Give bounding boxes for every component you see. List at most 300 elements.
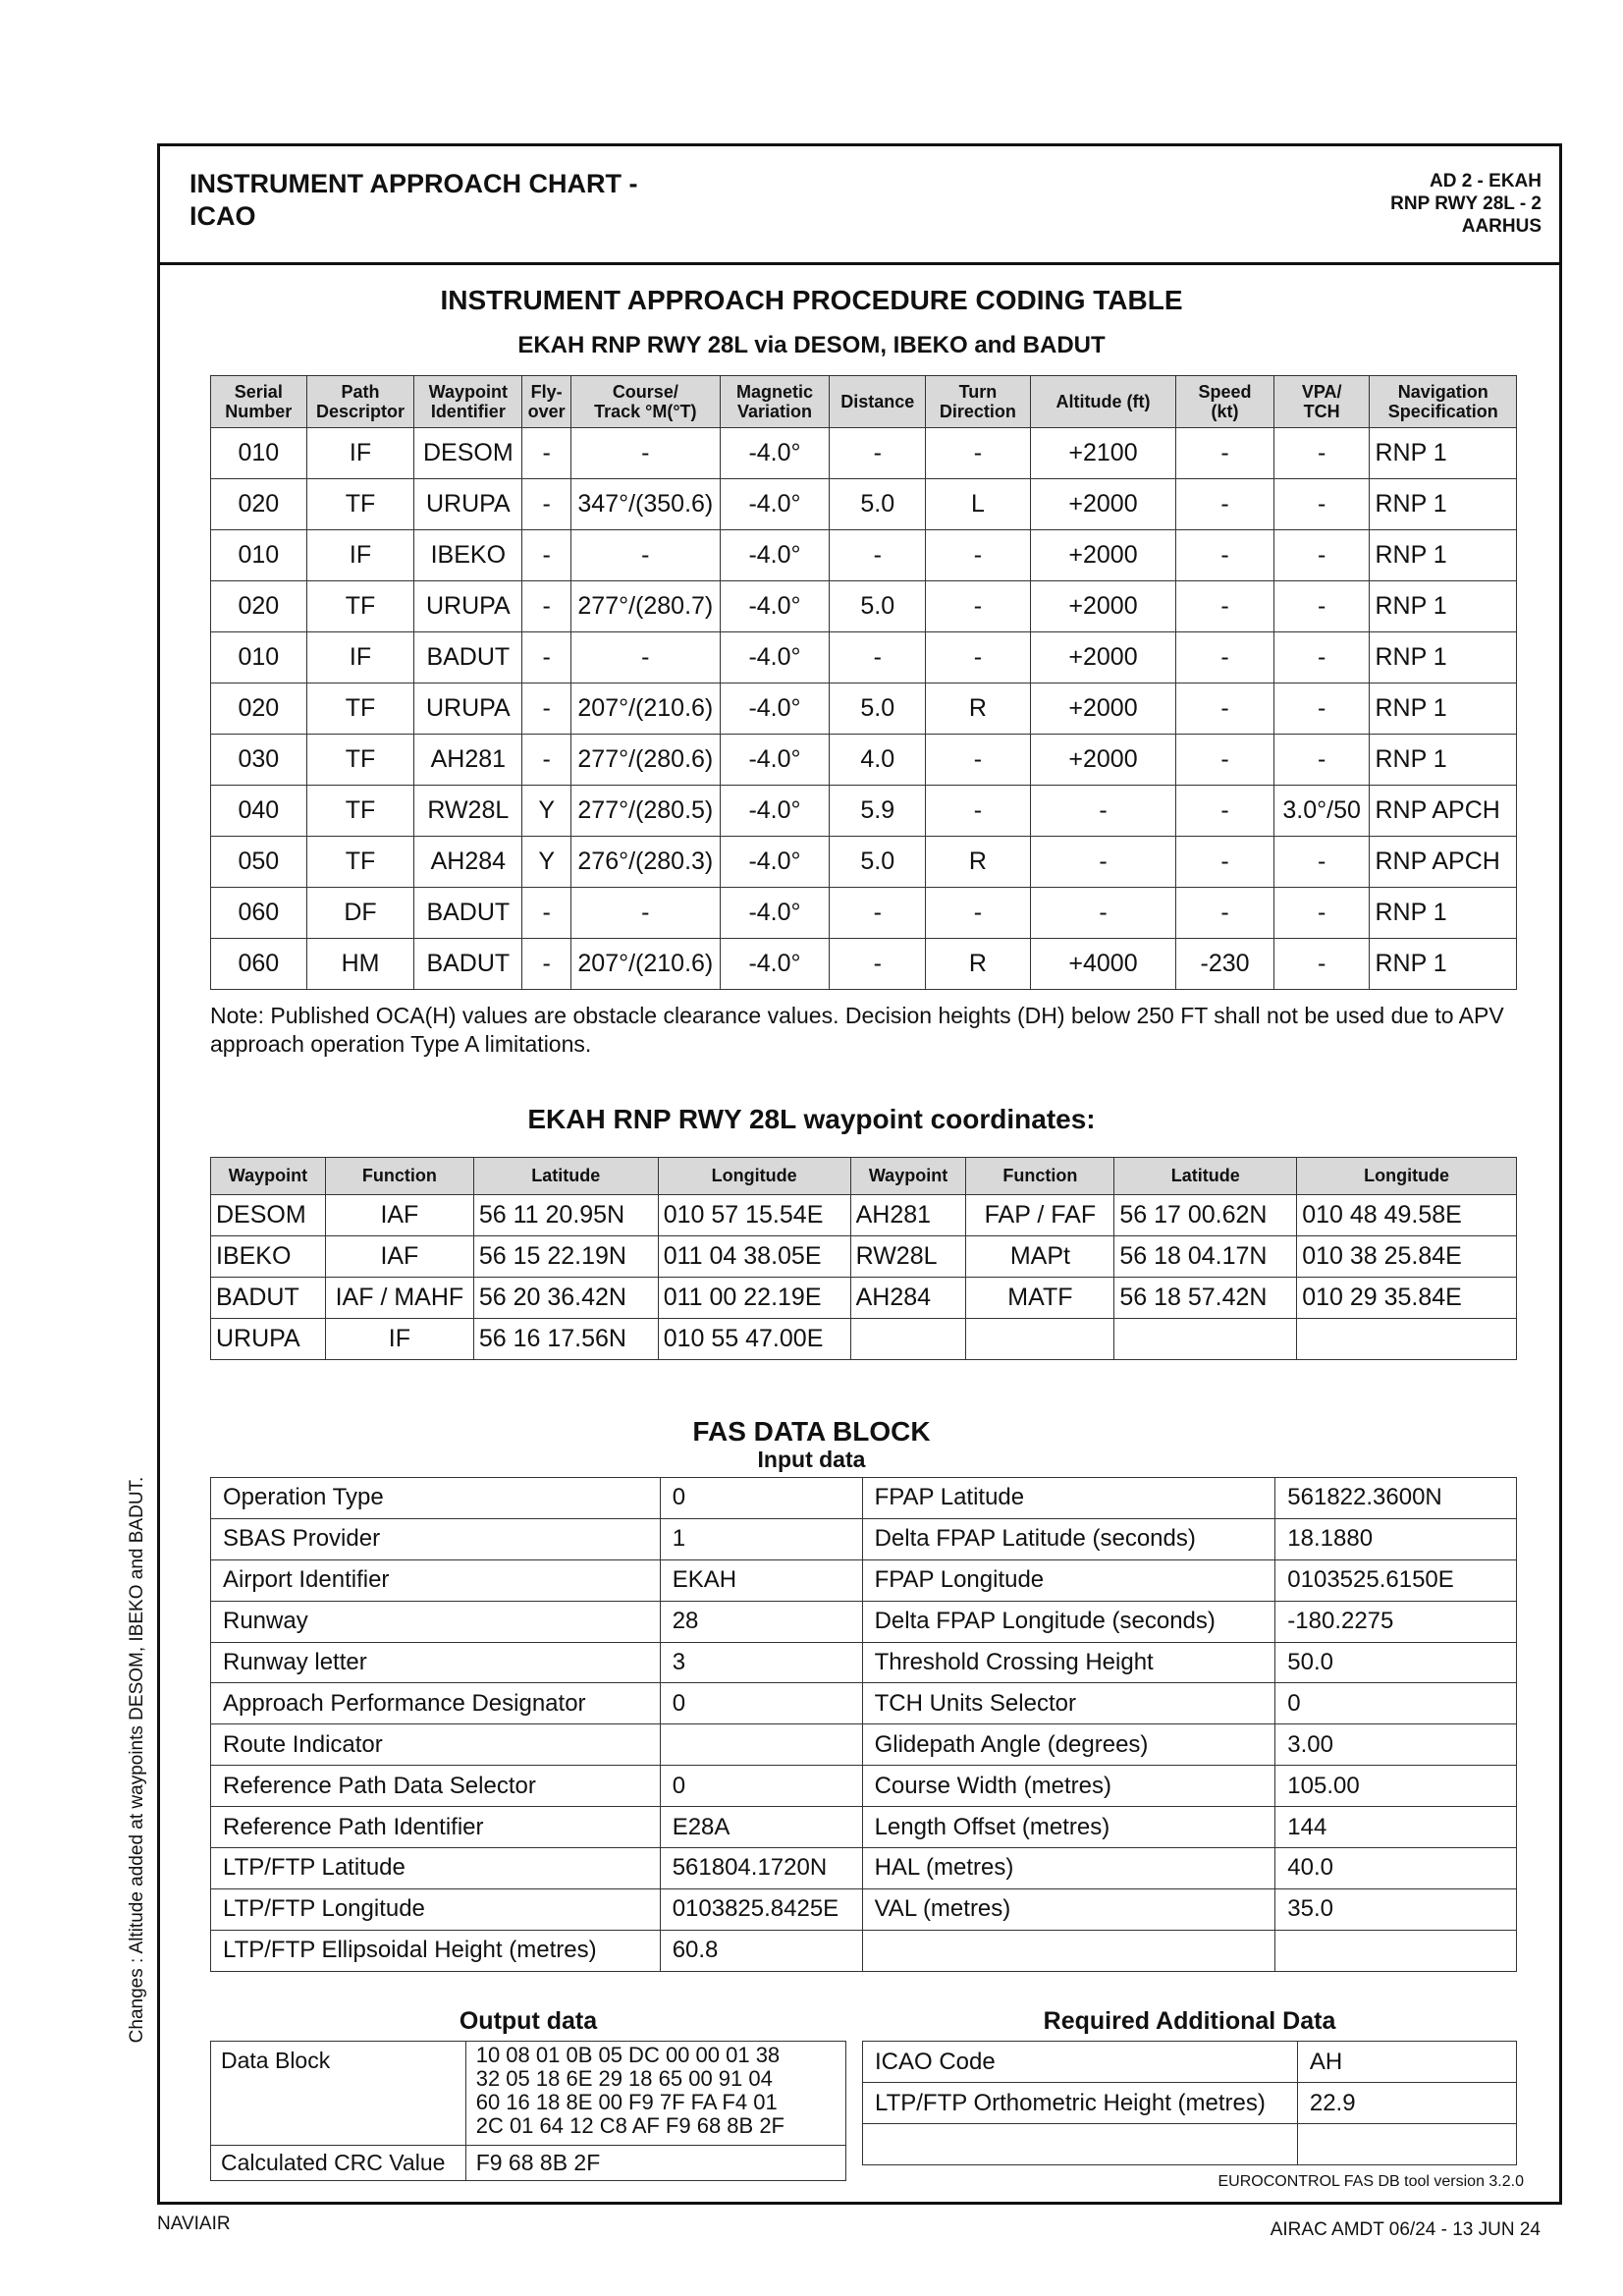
table-cell: 56 11 20.95N bbox=[473, 1195, 658, 1236]
table-cell: 207°/(210.6) bbox=[571, 939, 721, 990]
table-cell: 060 bbox=[211, 888, 307, 939]
table-cell: 56 15 22.19N bbox=[473, 1236, 658, 1278]
column-header: Waypoint bbox=[211, 1158, 326, 1195]
table-cell: R bbox=[926, 837, 1031, 888]
table-cell: TF bbox=[306, 581, 414, 632]
table-cell: E28A bbox=[660, 1807, 862, 1848]
table-row bbox=[211, 1888, 1517, 1930]
table-cell: 277°/(280.7) bbox=[571, 581, 721, 632]
table-cell: IBEKO bbox=[211, 1236, 326, 1278]
table-cell: 56 17 00.62N bbox=[1114, 1195, 1297, 1236]
table-cell: Runway bbox=[211, 1601, 661, 1642]
table-cell: - bbox=[1273, 683, 1370, 735]
table-cell: - bbox=[522, 888, 571, 939]
column-header bbox=[414, 376, 522, 428]
table-cell: IF bbox=[325, 1319, 473, 1360]
coords-table bbox=[210, 1157, 1517, 1360]
table-cell: -4.0° bbox=[720, 479, 830, 530]
table-cell: LTP/FTP Ellipsoidal Height (metres) bbox=[211, 1930, 661, 1971]
table-cell: - bbox=[926, 888, 1031, 939]
table-row bbox=[211, 683, 1517, 735]
data-block-label: Data Block bbox=[211, 2042, 466, 2146]
table-row bbox=[211, 735, 1517, 786]
table-cell: RNP 1 bbox=[1370, 428, 1517, 479]
table-cell: BADUT bbox=[414, 939, 522, 990]
table-cell: RNP 1 bbox=[1370, 683, 1517, 735]
table-cell: IAF / MAHF bbox=[325, 1278, 473, 1319]
table-row bbox=[211, 1319, 1517, 1360]
table-cell: - bbox=[571, 632, 721, 683]
column-header bbox=[926, 376, 1031, 428]
table-cell: -4.0° bbox=[720, 735, 830, 786]
table-cell: 5.0 bbox=[830, 683, 926, 735]
data-block-value: 10 08 01 0B 05 DC 00 00 01 38 32 05 18 6E 29 18 65 00 91 04 60 16 18 8E 00 F9 7F FA F4 01 2C 01 64 12 C8 AF F9 68 8B 2F bbox=[465, 2042, 845, 2146]
table-cell: 56 18 04.17N bbox=[1114, 1236, 1297, 1278]
table-cell: FPAP Latitude bbox=[862, 1478, 1275, 1519]
table-cell: RNP 1 bbox=[1370, 479, 1517, 530]
table-cell bbox=[1297, 1319, 1517, 1360]
table-cell: +2100 bbox=[1030, 428, 1175, 479]
table-cell: 28 bbox=[660, 1601, 862, 1642]
footer-publisher: NAVIAIR bbox=[157, 2214, 231, 2234]
table-cell: 561822.3600N bbox=[1275, 1478, 1517, 1519]
table-cell: LTP/FTP Orthometric Height (metres) bbox=[863, 2083, 1298, 2124]
table-cell: RNP APCH bbox=[1370, 837, 1517, 888]
table-row bbox=[211, 1807, 1517, 1848]
table-cell: - bbox=[571, 428, 721, 479]
table-cell: AH281 bbox=[850, 1195, 966, 1236]
table-cell: TF bbox=[306, 479, 414, 530]
table-cell: Airport Identifier bbox=[211, 1559, 661, 1601]
table-cell: Route Indicator bbox=[211, 1724, 661, 1766]
table-cell: ICAO Code bbox=[863, 2042, 1298, 2083]
header-line: Specification bbox=[1387, 402, 1498, 421]
table-cell: - bbox=[1273, 837, 1370, 888]
header-line: Course/ bbox=[612, 382, 678, 402]
table-cell bbox=[1114, 1319, 1297, 1360]
table-cell: 5.0 bbox=[830, 479, 926, 530]
table-cell: Length Offset (metres) bbox=[862, 1807, 1275, 1848]
table-cell: SBAS Provider bbox=[211, 1518, 661, 1559]
coding-table-title: INSTRUMENT APPROACH PROCEDURE CODING TABLE bbox=[440, 285, 1183, 315]
column-header bbox=[1370, 376, 1517, 428]
table-cell: TF bbox=[306, 683, 414, 735]
table-cell: 5.9 bbox=[830, 786, 926, 837]
table-cell: 011 00 22.19E bbox=[658, 1278, 850, 1319]
table-row bbox=[211, 837, 1517, 888]
table-cell: +2000 bbox=[1030, 479, 1175, 530]
table-cell: 020 bbox=[211, 581, 307, 632]
table-cell: 4.0 bbox=[830, 735, 926, 786]
header-line: Track °M(°T) bbox=[594, 402, 697, 421]
table-cell: Reference Path Data Selector bbox=[211, 1766, 661, 1807]
table-cell: R bbox=[926, 683, 1031, 735]
header-line: Speed bbox=[1198, 382, 1252, 402]
table-cell: - bbox=[522, 581, 571, 632]
coords-title: EKAH RNP RWY 28L waypoint coordinates: bbox=[527, 1104, 1096, 1134]
table-cell: Y bbox=[522, 786, 571, 837]
table-cell: 3 bbox=[660, 1642, 862, 1683]
table-cell: 5.0 bbox=[830, 837, 926, 888]
table-cell: +2000 bbox=[1030, 683, 1175, 735]
column-header: Latitude bbox=[1114, 1158, 1297, 1195]
table-cell: EKAH bbox=[660, 1559, 862, 1601]
table-cell: RW28L bbox=[414, 786, 522, 837]
table-cell: 276°/(280.3) bbox=[571, 837, 721, 888]
table-cell: VAL (metres) bbox=[862, 1888, 1275, 1930]
table-cell: - bbox=[522, 939, 571, 990]
table-row bbox=[863, 2042, 1517, 2083]
table-cell: RNP 1 bbox=[1370, 581, 1517, 632]
table-cell: - bbox=[1176, 837, 1274, 888]
table-cell: HAL (metres) bbox=[862, 1848, 1275, 1889]
table-row bbox=[211, 1195, 1517, 1236]
table-cell: 011 04 38.05E bbox=[658, 1236, 850, 1278]
table-cell: - bbox=[926, 581, 1031, 632]
header-line: (kt) bbox=[1211, 402, 1239, 421]
table-cell: 105.00 bbox=[1275, 1766, 1517, 1807]
fas-subtitle: Input data bbox=[757, 1447, 866, 1472]
header-line: TCH bbox=[1303, 402, 1340, 421]
table-cell: 010 29 35.84E bbox=[1297, 1278, 1517, 1319]
header-line: Waypoint bbox=[428, 382, 508, 402]
table-cell: - bbox=[926, 428, 1031, 479]
table-cell: -4.0° bbox=[720, 683, 830, 735]
table-row bbox=[211, 1601, 1517, 1642]
column-header bbox=[522, 376, 571, 428]
table-row bbox=[211, 939, 1517, 990]
table-cell: IBEKO bbox=[414, 530, 522, 581]
coding-table-note: Note: Published OCA(H) values are obstacle clearance values. Decision heights (DH) below 250 FT shall not be used due to APV approach operation Type A limitations. bbox=[210, 1003, 1504, 1057]
table-row bbox=[211, 1848, 1517, 1889]
table-cell: - bbox=[1176, 581, 1274, 632]
table-cell: - bbox=[1176, 683, 1274, 735]
table-cell: 0 bbox=[1275, 1683, 1517, 1724]
header-line: VPA/ bbox=[1301, 382, 1342, 402]
table-cell: LTP/FTP Longitude bbox=[211, 1888, 661, 1930]
table-cell: - bbox=[1176, 888, 1274, 939]
table-cell: Threshold Crossing Height bbox=[862, 1642, 1275, 1683]
header-line: Magnetic bbox=[735, 382, 813, 402]
table-cell: 207°/(210.6) bbox=[571, 683, 721, 735]
table-cell: -230 bbox=[1176, 939, 1274, 990]
header-line: Serial bbox=[234, 382, 283, 402]
table-cell: BADUT bbox=[414, 632, 522, 683]
table-cell: 0 bbox=[660, 1766, 862, 1807]
table-cell: 010 bbox=[211, 632, 307, 683]
table-cell: 010 57 15.54E bbox=[658, 1195, 850, 1236]
header-line: over bbox=[527, 402, 566, 421]
table-cell: 0 bbox=[660, 1683, 862, 1724]
table-cell: -4.0° bbox=[720, 939, 830, 990]
header-line: Fly- bbox=[530, 382, 563, 402]
table-cell: IAF bbox=[325, 1195, 473, 1236]
table-cell: - bbox=[1273, 530, 1370, 581]
table-cell: - bbox=[1176, 786, 1274, 837]
table-row bbox=[211, 479, 1517, 530]
chart-title: INSTRUMENT APPROACH CHART - ICAO bbox=[189, 169, 638, 231]
table-cell: Y bbox=[522, 837, 571, 888]
table-cell bbox=[850, 1319, 966, 1360]
output-data-table bbox=[210, 2041, 846, 2181]
table-cell: - bbox=[926, 530, 1031, 581]
table-cell: 561804.1720N bbox=[660, 1848, 862, 1889]
header-line: Distance bbox=[840, 392, 915, 411]
table-cell: - bbox=[1273, 888, 1370, 939]
table-cell: Approach Performance Designator bbox=[211, 1683, 661, 1724]
column-header: Longitude bbox=[1297, 1158, 1517, 1195]
table-cell: - bbox=[522, 428, 571, 479]
table-cell: RNP 1 bbox=[1370, 632, 1517, 683]
footer-airac: AIRAC AMDT 06/24 - 13 JUN 24 bbox=[1270, 2219, 1541, 2240]
table-cell: MATF bbox=[966, 1278, 1114, 1319]
table-cell: - bbox=[830, 939, 926, 990]
table-cell: - bbox=[830, 530, 926, 581]
table-cell: AH281 bbox=[414, 735, 522, 786]
table-cell: 010 bbox=[211, 428, 307, 479]
required-data-table bbox=[862, 2041, 1517, 2165]
table-row bbox=[211, 1518, 1517, 1559]
table-cell: 3.00 bbox=[1275, 1724, 1517, 1766]
changes-note: Changes : Altitude added at waypoints DESOM, IBEKO and BADUT. bbox=[127, 1476, 147, 2044]
table-cell bbox=[1297, 2124, 1516, 2165]
table-cell: - bbox=[1273, 939, 1370, 990]
table-cell: URUPA bbox=[211, 1319, 326, 1360]
header-divider bbox=[160, 262, 1559, 265]
table-cell: - bbox=[1273, 735, 1370, 786]
table-cell: - bbox=[1176, 632, 1274, 683]
table-cell: +2000 bbox=[1030, 632, 1175, 683]
table-cell: Glidepath Angle (degrees) bbox=[862, 1724, 1275, 1766]
table-cell: AH284 bbox=[850, 1278, 966, 1319]
coding-table-subtitle: EKAH RNP RWY 28L via DESOM, IBEKO and BADUT bbox=[517, 332, 1106, 358]
table-cell: 040 bbox=[211, 786, 307, 837]
column-header bbox=[830, 376, 926, 428]
table-cell: - bbox=[830, 632, 926, 683]
table-cell: -4.0° bbox=[720, 530, 830, 581]
table-row bbox=[211, 1766, 1517, 1807]
table-cell: Runway letter bbox=[211, 1642, 661, 1683]
table-cell: 010 48 49.58E bbox=[1297, 1195, 1517, 1236]
table-cell: -4.0° bbox=[720, 837, 830, 888]
table-cell: 010 38 25.84E bbox=[1297, 1236, 1517, 1278]
header-line: Direction bbox=[939, 402, 1016, 421]
column-header bbox=[306, 376, 414, 428]
header-line: Identifier bbox=[430, 402, 506, 421]
crc-label: Calculated CRC Value bbox=[211, 2146, 466, 2181]
table-cell: -4.0° bbox=[720, 888, 830, 939]
table-cell: - bbox=[1176, 735, 1274, 786]
table-cell: L bbox=[926, 479, 1031, 530]
table-row bbox=[211, 786, 1517, 837]
table-cell: 010 55 47.00E bbox=[658, 1319, 850, 1360]
table-cell: 0103525.6150E bbox=[1275, 1559, 1517, 1601]
header-line: Variation bbox=[736, 402, 813, 421]
table-cell: 56 20 36.42N bbox=[473, 1278, 658, 1319]
coding-table bbox=[210, 375, 1517, 990]
table-cell: 144 bbox=[1275, 1807, 1517, 1848]
fas-title: FAS DATA BLOCK bbox=[692, 1416, 931, 1447]
table-row bbox=[211, 1559, 1517, 1601]
table-cell: Reference Path Identifier bbox=[211, 1807, 661, 1848]
table-row bbox=[211, 632, 1517, 683]
table-cell: DF bbox=[306, 888, 414, 939]
table-row bbox=[211, 1236, 1517, 1278]
table-cell: - bbox=[1176, 428, 1274, 479]
column-header: Latitude bbox=[473, 1158, 658, 1195]
table-row bbox=[211, 1683, 1517, 1724]
table-cell: URUPA bbox=[414, 581, 522, 632]
table-cell: -4.0° bbox=[720, 786, 830, 837]
table-cell: 277°/(280.6) bbox=[571, 735, 721, 786]
table-cell: 1 bbox=[660, 1518, 862, 1559]
table-cell: 020 bbox=[211, 479, 307, 530]
table-cell: - bbox=[830, 888, 926, 939]
table-row bbox=[211, 581, 1517, 632]
header-line: Descriptor bbox=[316, 402, 406, 421]
table-cell: LTP/FTP Latitude bbox=[211, 1848, 661, 1889]
table-row bbox=[211, 1724, 1517, 1766]
header-line: Number bbox=[225, 402, 293, 421]
column-header bbox=[211, 376, 307, 428]
table-cell: TF bbox=[306, 837, 414, 888]
table-cell: IF bbox=[306, 428, 414, 479]
table-cell: Course Width (metres) bbox=[862, 1766, 1275, 1807]
table-cell: IAF bbox=[325, 1236, 473, 1278]
table-row bbox=[863, 2124, 1517, 2165]
table-row bbox=[211, 530, 1517, 581]
table-cell: Delta FPAP Longitude (seconds) bbox=[862, 1601, 1275, 1642]
required-data-title: Required Additional Data bbox=[1043, 2007, 1336, 2035]
table-cell: 50.0 bbox=[1275, 1642, 1517, 1683]
fas-input-table bbox=[210, 1477, 1517, 1972]
table-cell: TCH Units Selector bbox=[862, 1683, 1275, 1724]
crc-value: F9 68 8B 2F bbox=[465, 2146, 845, 2181]
table-cell: 3.0°/50 bbox=[1273, 786, 1370, 837]
table-cell: Delta FPAP Latitude (seconds) bbox=[862, 1518, 1275, 1559]
table-cell: RNP 1 bbox=[1370, 939, 1517, 990]
table-cell: - bbox=[1030, 837, 1175, 888]
table-cell: - bbox=[830, 428, 926, 479]
table-cell: - bbox=[926, 735, 1031, 786]
tool-version: EUROCONTROL FAS DB tool version 3.2.0 bbox=[1217, 2173, 1524, 2190]
table-cell: +2000 bbox=[1030, 735, 1175, 786]
table-cell: 18.1880 bbox=[1275, 1518, 1517, 1559]
table-row bbox=[863, 2083, 1517, 2124]
table-cell: 56 18 57.42N bbox=[1114, 1278, 1297, 1319]
table-cell: -4.0° bbox=[720, 581, 830, 632]
table-cell: MAPt bbox=[966, 1236, 1114, 1278]
table-cell: 020 bbox=[211, 683, 307, 735]
table-cell: - bbox=[1176, 479, 1274, 530]
table-cell: RNP 1 bbox=[1370, 530, 1517, 581]
table-cell: R bbox=[926, 939, 1031, 990]
table-cell: URUPA bbox=[414, 683, 522, 735]
column-header: Waypoint bbox=[850, 1158, 966, 1195]
chart-reference: AD 2 - EKAH RNP RWY 28L - 2 AARHUS bbox=[1390, 171, 1542, 237]
table-cell: - bbox=[926, 786, 1031, 837]
column-header: Function bbox=[966, 1158, 1114, 1195]
table-cell: FPAP Longitude bbox=[862, 1559, 1275, 1601]
table-cell: - bbox=[522, 530, 571, 581]
table-cell: +4000 bbox=[1030, 939, 1175, 990]
table-cell: - bbox=[522, 632, 571, 683]
table-row bbox=[211, 1278, 1517, 1319]
table-cell: 35.0 bbox=[1275, 1888, 1517, 1930]
table-cell: IF bbox=[306, 530, 414, 581]
table-cell: - bbox=[1030, 786, 1175, 837]
table-cell: - bbox=[1273, 581, 1370, 632]
table-cell bbox=[862, 1930, 1275, 1971]
table-cell: +2000 bbox=[1030, 530, 1175, 581]
table-row bbox=[211, 428, 1517, 479]
table-cell: AH bbox=[1297, 2042, 1516, 2083]
table-cell: 22.9 bbox=[1297, 2083, 1516, 2124]
table-cell: TF bbox=[306, 735, 414, 786]
table-cell: DESOM bbox=[414, 428, 522, 479]
table-cell: URUPA bbox=[414, 479, 522, 530]
column-header bbox=[1176, 376, 1274, 428]
table-cell: -4.0° bbox=[720, 632, 830, 683]
column-header bbox=[571, 376, 721, 428]
table-cell: - bbox=[571, 530, 721, 581]
table-cell: 0103825.8425E bbox=[660, 1888, 862, 1930]
table-row bbox=[211, 1478, 1517, 1519]
table-row bbox=[211, 888, 1517, 939]
header-line: Navigation bbox=[1397, 382, 1488, 402]
table-cell: 050 bbox=[211, 837, 307, 888]
table-row bbox=[211, 1930, 1517, 1971]
column-header bbox=[1030, 376, 1175, 428]
table-cell: HM bbox=[306, 939, 414, 990]
table-cell: - bbox=[1273, 428, 1370, 479]
table-cell: - bbox=[522, 683, 571, 735]
table-cell: RNP 1 bbox=[1370, 735, 1517, 786]
table-cell: RNP APCH bbox=[1370, 786, 1517, 837]
table-cell: - bbox=[1273, 479, 1370, 530]
table-cell: - bbox=[522, 479, 571, 530]
table-cell: Operation Type bbox=[211, 1478, 661, 1519]
table-cell bbox=[660, 1724, 862, 1766]
table-cell: TF bbox=[306, 786, 414, 837]
table-row bbox=[211, 1642, 1517, 1683]
table-cell: -4.0° bbox=[720, 428, 830, 479]
table-cell: - bbox=[1030, 888, 1175, 939]
column-header bbox=[720, 376, 830, 428]
table-cell: 060 bbox=[211, 939, 307, 990]
table-cell: -180.2275 bbox=[1275, 1601, 1517, 1642]
column-header bbox=[1273, 376, 1370, 428]
column-header: Longitude bbox=[658, 1158, 850, 1195]
table-cell: 0 bbox=[660, 1478, 862, 1519]
table-cell bbox=[966, 1319, 1114, 1360]
table-cell: BADUT bbox=[211, 1278, 326, 1319]
table-cell: RW28L bbox=[850, 1236, 966, 1278]
table-cell: - bbox=[571, 888, 721, 939]
table-cell: FAP / FAF bbox=[966, 1195, 1114, 1236]
table-cell: 56 16 17.56N bbox=[473, 1319, 658, 1360]
table-cell: 40.0 bbox=[1275, 1848, 1517, 1889]
header-line: Path bbox=[341, 382, 380, 402]
header-line: Altitude (ft) bbox=[1055, 392, 1151, 411]
header-line: Turn bbox=[958, 382, 998, 402]
table-cell: - bbox=[926, 632, 1031, 683]
table-cell: 277°/(280.5) bbox=[571, 786, 721, 837]
table-cell: AH284 bbox=[414, 837, 522, 888]
table-cell: 010 bbox=[211, 530, 307, 581]
column-header: Function bbox=[325, 1158, 473, 1195]
table-cell: DESOM bbox=[211, 1195, 326, 1236]
